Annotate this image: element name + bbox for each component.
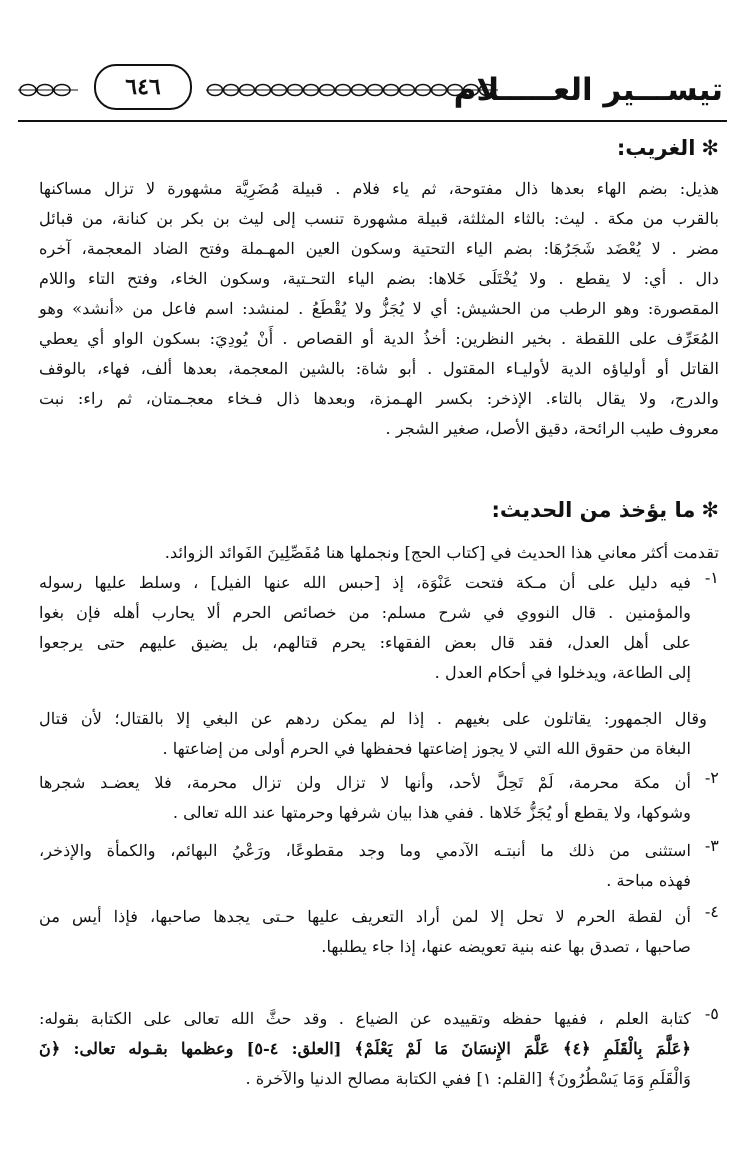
header-rule <box>18 120 727 122</box>
text-line: وشوكها، ولا يقطع أو يُجَزُّ خَلاها . ففي هذا بيان شرفها وحرمتها عند الله تعالى . <box>172 803 691 822</box>
text-line: مضر . لا يُعْضَد شَجَرُهَا: بضم الياء التحتية وسكون العين المهـملة وفتح الضاد المعجمة، آخره <box>39 239 719 258</box>
decorative-ornament-icon <box>206 80 498 100</box>
asterisk-icon: ✻ <box>701 136 719 160</box>
item-number: ٥- <box>704 1004 719 1023</box>
text-line: بالقرب من مكة . ليث: بالثاء المثلثة، قبيلة مشهورة تنسب إلى ليث بن بكر بن كنانة، من قبائل <box>39 209 719 228</box>
running-header <box>18 58 723 120</box>
gharib-paragraph <box>39 174 719 444</box>
list-item <box>39 704 707 764</box>
quran-verse-line: ﴿عَلَّمَ بِالْقَلَمِ ﴿٤﴾ عَلَّمَ الإِنسَانَ مَا لَمْ يَعْلَمْ﴾ [العلق: ٤-٥] وعظمها بقـوله تعالى: ﴿نَ <box>39 1039 691 1058</box>
page-number: ٦٤٦ <box>125 74 161 100</box>
text-line: على أهل العدل، فقد قال بعض الفقهاء: يحرم قتالهم، بل يضيق عليهم حتى يرجعوا <box>39 633 691 652</box>
text-line: فيه دليل على أن مـكة فتحت عَنْوَة، إذ [حبس الله عنها الفيل] ، وسلط عليها رسوله <box>39 573 691 592</box>
quran-verse-line: وَالْقَلَمِ وَمَا يَسْطُرُونَ﴾ [القلم: ١] ففي الكتابة مصالح الدنيا والآخرة . <box>245 1069 691 1088</box>
page-number-badge <box>94 64 192 110</box>
text-line: أن مكة محرمة، لَمْ تَحِلَّ لأحد، وأنها لا تزال ولن تزال محرمة، فلا يعضـد شجرها <box>39 773 691 792</box>
text-line: فهذه مباحة . <box>606 871 691 890</box>
text-line: البغاة من حقوق الله التي لا يجوز إضاعتها فحفظها في الحرم أولى من إضاعتها . <box>162 739 691 758</box>
text-line: صاحبها ، تصدق بها عنه بنية تعويضه عنها، إذا جاء يطلبها. <box>321 937 691 956</box>
list-item <box>39 902 691 962</box>
intro-paragraph <box>39 538 719 568</box>
section-heading-gharib <box>617 136 719 160</box>
list-item <box>39 568 691 688</box>
text-line: دال . أي: لا يقطع . ولا يُخْتَلَى خَلاها: بضم الياء التحـتية، وسكون الخاء، وفتح التاء واللام <box>39 269 719 288</box>
text-line: المُعَرِّف على اللقطة . بخير النظرين: أخذُ الدية أو القصاص . أَنْ يُودِيَ: بسكون الواو أي يعطي <box>39 329 719 348</box>
asterisk-icon: ✻ <box>701 498 719 522</box>
list-item <box>39 836 691 896</box>
text-line: إلى الطاعة، ويدخلوا في أحكام العدل . <box>434 663 691 682</box>
heading-text: ما يؤخذ من الحديث: <box>491 498 696 522</box>
text-line: والمؤمنين . قال النووي في شرح مسلم: من خصائص الحرم ألا يحارب أهله فإن بغوا <box>39 603 691 622</box>
section-heading-hadith <box>491 498 719 522</box>
text-line: هذيل: بضم الهاء بعدها ذال مفتوحة، ثم ياء فلام . قبيلة مُضَرِيَّة مشهورة لا تزال مساكنها <box>39 179 719 198</box>
text-line: المقصورة: وهو الرطب من الحشيش: أي لا يُجَزُّ ولا يُقْطَعُ . لمنشد: اسم فاعل من «أنشد» وهو <box>39 299 719 318</box>
item-number: ٤- <box>704 902 719 921</box>
text-line: استثنى من ذلك ما أنبتـه الآدمي وما وجد مقطوعًا، ورَعْيُ البهائم، والكمأة والإذخر، <box>39 841 691 860</box>
text-line: القاتل أو أولياؤه الدية لأوليـاء المقتول . أبو شاة: بالشين المعجمة، بعدها ألف، فهاء، بالوقف <box>39 359 719 378</box>
text-line: وقال الجمهور: يقاتلون على بغيهم . إذا لم يمكن ردهم عن البغي إلا بالقتال؛ لأن قتال <box>39 709 707 728</box>
text-line: أن لقطة الحرم لا تحل إلا لمن أراد التعريف عليها حـتى يجدها صاحبها، فإذا أيس من <box>39 907 691 926</box>
decorative-ornament-icon <box>18 80 82 100</box>
list-item <box>39 1004 691 1094</box>
item-number: ٣- <box>704 836 719 855</box>
book-title: تيســـير العـــــلام <box>453 72 723 108</box>
list-item <box>39 768 691 828</box>
item-number: ١- <box>704 568 719 587</box>
text-line: تقدمت أكثر معاني هذا الحديث في [كتاب الحج] ونجملها هنا مُفَصِّلِينَ الفَوائد الزوائد. <box>164 543 719 562</box>
text-line: معروف طيب الرائحة، دقيق الأصل، صغير الشجر . <box>385 419 719 438</box>
text-line: والدرج، ولا يقال بالتاء. الإذخر: بكسر الهـمزة، وبعدها ذال فـخاء معجـمتان، ثم راء: نبت <box>39 389 719 408</box>
text-line: كتابة العلم ، ففيها حفظه وتقييده عن الضياع . وقد حثَّ الله تعالى على الكتابة بقوله: <box>39 1009 691 1028</box>
heading-text: الغريب: <box>616 136 696 160</box>
item-number: ٢- <box>704 768 719 787</box>
